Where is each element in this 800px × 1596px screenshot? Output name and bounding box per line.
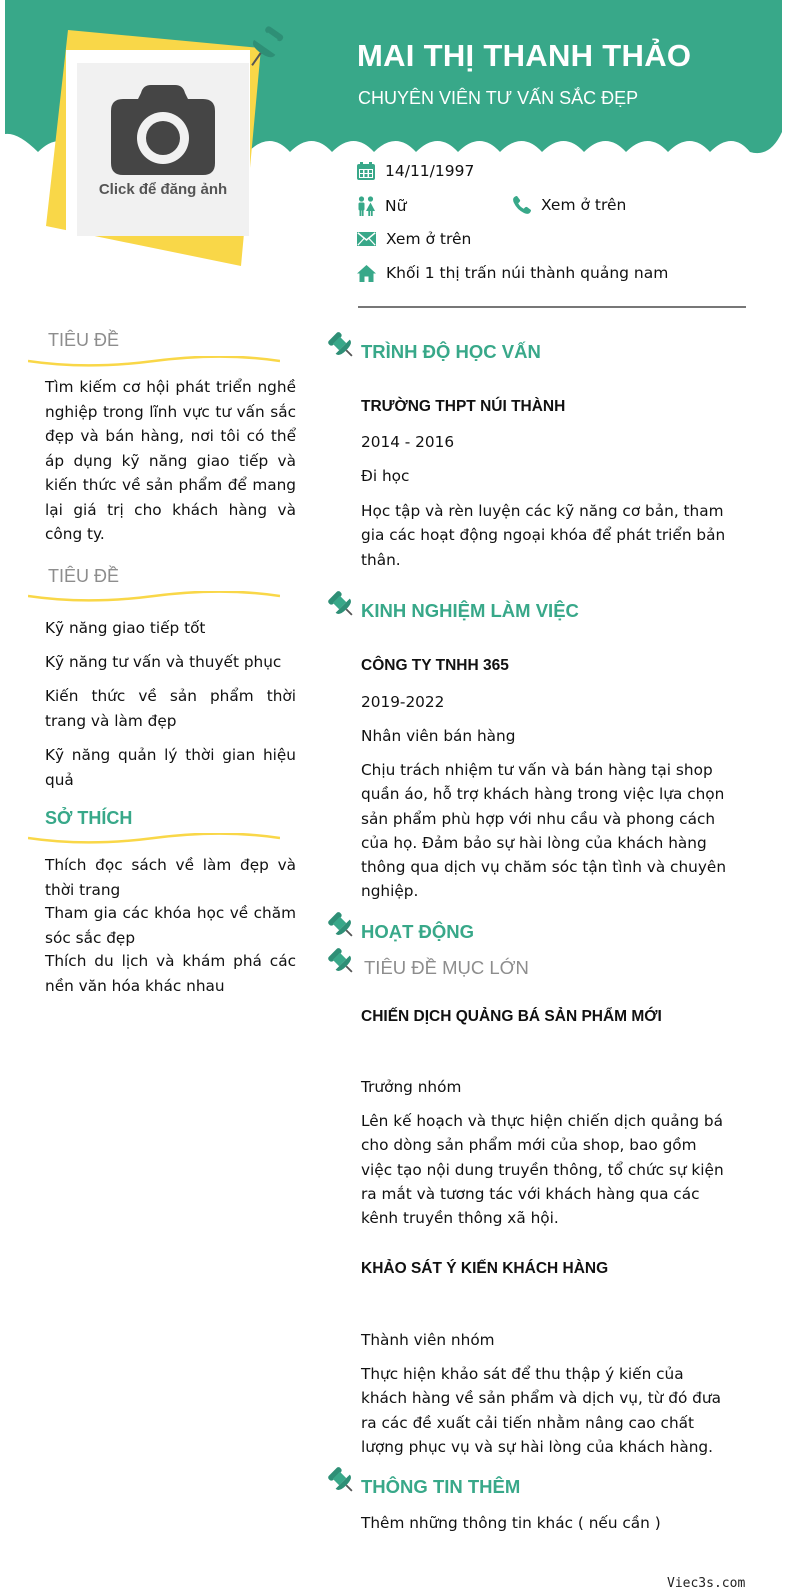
activities-title: HOẠT ĐỘNG <box>361 921 475 942</box>
hobbies-title: SỞ THÍCH <box>45 808 133 828</box>
activities-subtitle: TIÊU ĐỀ MỤC LỚN <box>364 957 529 978</box>
pushpin-icon <box>328 948 356 976</box>
skill-item: Kỹ năng tư vấn và thuyết phục <box>45 653 282 671</box>
activity-role: Trưởng nhóm <box>361 1078 462 1096</box>
pushpin-icon <box>328 332 356 360</box>
education-status: Đi học <box>361 467 410 485</box>
experience-period: 2019-2022 <box>361 693 445 711</box>
photo-area <box>46 30 268 270</box>
info-phone <box>513 196 626 214</box>
address-value: Khối 1 thị trấn núi thành quảng nam <box>386 264 669 282</box>
activity-description: Lên kế hoạch và thực hiện chiến dịch quảng bá cho dòng sản phẩm mới của shop, bao gồm việc tạo nội dung truyền thông, tổ chức sự kiện ra mắt và tương tác với khách hàng qua các kênh truyền thông xã hội. <box>361 1112 724 1228</box>
info-email <box>357 230 471 248</box>
skill-item: Kiến thức về sản phẩm thời trang và làm đẹp <box>45 687 296 730</box>
phone-value: Xem ở trên <box>541 196 627 214</box>
camera-icon <box>111 85 215 175</box>
activity-description: Thực hiện khảo sát để thu thập ý kiến của khách hàng về sản phẩm và dịch vụ, từ đó đưa ra các đề xuất cải tiến nhằm nâng cao chất lượng phục vụ và sự hài lòng của khách hàng. <box>361 1365 721 1456</box>
experience-position: Nhân viên bán hàng <box>361 727 516 745</box>
education-title: TRÌNH ĐỘ HỌC VẤN <box>361 341 541 362</box>
company-name: CÔNG TY TNHH 365 <box>361 657 509 674</box>
yellow-wave-divider <box>28 833 280 847</box>
yellow-wave-divider <box>28 591 280 605</box>
objective-title: TIÊU ĐỀ <box>48 330 120 350</box>
activity-role: Thành viên nhóm <box>361 1331 495 1349</box>
home-icon <box>357 265 376 282</box>
activity-name: CHIẾN DỊCH QUẢNG BÁ SẢN PHẨM MỚI <box>361 1008 662 1025</box>
gender-icon <box>357 196 375 216</box>
candidate-name: MAI THỊ THANH THẢO <box>357 38 692 73</box>
info-divider <box>358 306 746 308</box>
hobby-item: Tham gia các khóa học về chăm sóc sắc đẹp <box>45 904 296 947</box>
skills-title: TIÊU ĐỀ <box>48 566 120 586</box>
calendar-icon <box>357 162 375 180</box>
job-title: CHUYÊN VIÊN TƯ VẤN SẮC ĐẸP <box>358 88 639 108</box>
education-period: 2014 - 2016 <box>361 433 455 451</box>
activity-name: KHẢO SÁT Ý KIẾN KHÁCH HÀNG <box>361 1260 609 1277</box>
gender-value: Nữ <box>385 197 407 215</box>
objective-text: Tìm kiếm cơ hội phát triển nghề nghiệp trong lĩnh vực tư vấn sắc đẹp và bán hàng, nơi tôi có thể áp dụng kỹ năng giao tiếp và kiến thức về sản phẩm để mang lại giá trị cho khách hàng và công ty. <box>45 378 296 543</box>
info-birthday <box>357 162 474 180</box>
skill-item: Kỹ năng quản lý thời gian hiệu quả <box>45 746 296 789</box>
watermark: Viec3s.com <box>667 1576 746 1591</box>
hobby-item: Thích du lịch và khám phá các nền văn hóa khác nhau <box>45 952 296 995</box>
pushpin-icon <box>328 591 356 619</box>
skill-item: Kỹ năng giao tiếp tốt <box>45 619 206 637</box>
pushpin-icon <box>328 1467 356 1495</box>
additional-title: THÔNG TIN THÊM <box>361 1476 521 1497</box>
hobby-item: Thích đọc sách về làm đẹp và thời trang <box>45 856 296 899</box>
education-description: Học tập và rèn luyện các kỹ năng cơ bản, tham gia các hoạt động ngoại khóa để phát triển bản thân. <box>361 502 726 569</box>
experience-title: KINH NGHIỆM LÀM VIỆC <box>361 600 579 621</box>
additional-text: Thêm những thông tin khác ( nếu cần ) <box>361 1514 661 1532</box>
phone-icon <box>513 196 531 214</box>
birthday-value: 14/11/1997 <box>385 162 475 180</box>
info-gender <box>357 196 406 216</box>
info-address <box>357 264 668 282</box>
email-icon <box>357 232 376 246</box>
photo-upload-button[interactable] <box>77 63 249 236</box>
pushpin-icon <box>328 912 356 940</box>
experience-description: Chịu trách nhiệm tư vấn và bán hàng tại shop quần áo, hỗ trợ khách hàng trong việc lựa chọn sản phẩm phù hợp với nhu cầu và phong cách của họ. Đảm bảo sự hài lòng của khách hàng thông qua dịch vụ chăm sóc tận tình và chuyên nghiệp. <box>361 761 727 901</box>
pushpin-icon <box>246 24 288 72</box>
yellow-wave-divider <box>28 356 280 370</box>
photo-upload-label: Click để đăng ảnh <box>98 181 228 198</box>
email-value: Xem ở trên <box>386 230 472 248</box>
school-name: TRƯỜNG THPT NÚI THÀNH <box>361 398 566 415</box>
